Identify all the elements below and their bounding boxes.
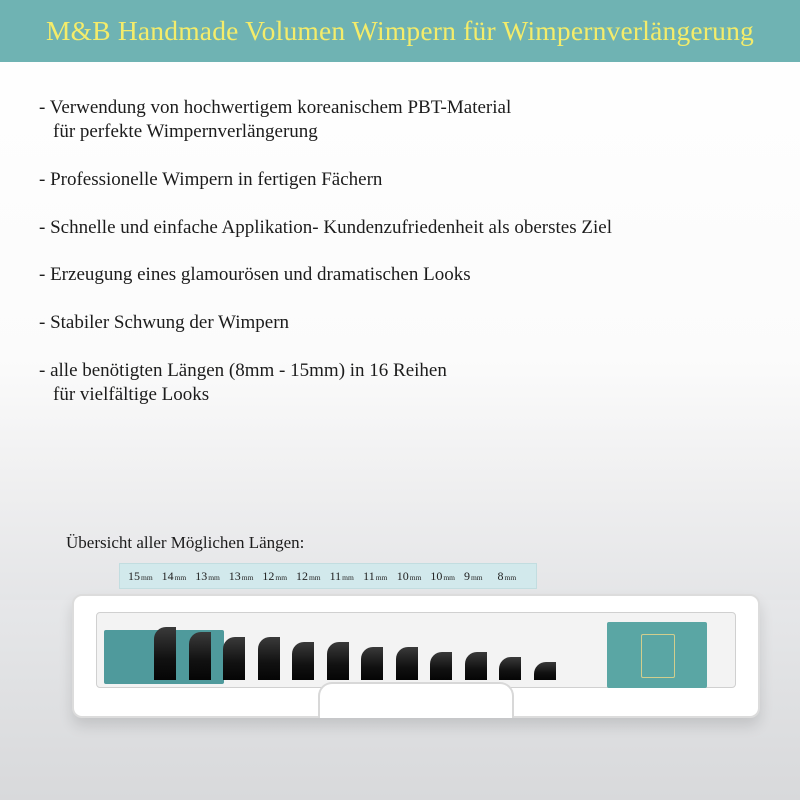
length-value: 10 bbox=[430, 568, 443, 583]
lash-row bbox=[154, 627, 176, 680]
lash-row bbox=[327, 642, 349, 680]
length-unit: mm bbox=[443, 572, 456, 582]
length-label bbox=[464, 569, 498, 584]
length-label bbox=[498, 569, 532, 584]
length-value: 11 bbox=[363, 568, 375, 583]
length-unit: mm bbox=[342, 572, 354, 582]
lash-row bbox=[465, 652, 487, 680]
length-label bbox=[128, 569, 162, 584]
length-unit: mm bbox=[409, 572, 422, 582]
tray-lid-tab bbox=[318, 682, 514, 718]
feature-line: - Verwendung von hochwertigem koreanischem PBT-Material bbox=[39, 97, 512, 118]
lash-tray-image bbox=[72, 594, 760, 718]
length-unit: mm bbox=[375, 572, 388, 582]
length-label bbox=[162, 569, 196, 584]
length-label bbox=[229, 569, 263, 584]
feature-item bbox=[39, 263, 471, 287]
lengths-strip bbox=[119, 563, 537, 589]
lash-row bbox=[430, 652, 452, 680]
header-banner bbox=[0, 0, 800, 62]
brand-logo-icon bbox=[641, 634, 675, 678]
lash-row bbox=[396, 647, 418, 680]
length-value: 9 bbox=[463, 568, 470, 583]
length-value: 14 bbox=[161, 568, 174, 583]
lash-row bbox=[189, 632, 211, 680]
feature-item bbox=[39, 359, 447, 407]
length-value: 15 bbox=[128, 568, 140, 583]
length-unit: mm bbox=[470, 572, 483, 582]
length-value: 12 bbox=[262, 568, 275, 583]
length-label bbox=[195, 569, 229, 584]
feature-line: - Stabiler Schwung der Wimpern bbox=[39, 312, 290, 333]
lash-row bbox=[534, 662, 556, 680]
length-unit: mm bbox=[241, 572, 254, 582]
feature-line-continued: für vielfältige Looks bbox=[53, 384, 210, 405]
length-value: 10 bbox=[396, 568, 409, 583]
lash-row bbox=[258, 637, 280, 680]
length-label bbox=[363, 569, 397, 584]
page-title: M&B Handmade Volumen Wimpern für Wimpernverlängerung bbox=[45, 15, 755, 46]
feature-item bbox=[39, 216, 612, 240]
lash-row bbox=[292, 642, 314, 680]
feature-item bbox=[39, 311, 289, 335]
length-label bbox=[397, 569, 431, 584]
length-label bbox=[296, 569, 330, 584]
length-value: 11 bbox=[329, 568, 342, 583]
feature-line: - Professionelle Wimpern in fertigen Fächern bbox=[39, 169, 383, 190]
lash-row bbox=[499, 657, 521, 680]
length-unit: mm bbox=[141, 572, 153, 582]
right-brand-card bbox=[607, 622, 707, 688]
lash-row bbox=[361, 647, 383, 680]
length-unit: mm bbox=[275, 572, 288, 582]
feature-line: - Schnelle und einfache Applikation- Kundenzufriedenheit als oberstes Ziel bbox=[39, 217, 612, 238]
feature-item bbox=[39, 168, 382, 192]
feature-line-continued: für perfekte Wimpernverlängerung bbox=[53, 121, 318, 142]
length-label bbox=[330, 569, 364, 584]
length-label bbox=[430, 569, 464, 584]
length-value: 13 bbox=[228, 568, 241, 583]
feature-line: - Erzeugung eines glamourösen und dramatischen Looks bbox=[39, 264, 471, 285]
length-unit: mm bbox=[308, 572, 321, 582]
length-unit: mm bbox=[504, 572, 517, 582]
length-value: 13 bbox=[195, 568, 208, 583]
length-value: 12 bbox=[295, 568, 308, 583]
length-label bbox=[262, 569, 296, 584]
length-unit: mm bbox=[208, 572, 220, 582]
feature-item bbox=[39, 96, 511, 144]
length-unit: mm bbox=[174, 572, 187, 582]
length-value: 8 bbox=[497, 568, 504, 583]
lash-row bbox=[223, 637, 245, 680]
feature-line: - alle benötigten Längen (8mm - 15mm) in 16 Reihen bbox=[39, 360, 447, 381]
lengths-overview-label: Übersicht aller Möglichen Längen: bbox=[66, 533, 305, 552]
